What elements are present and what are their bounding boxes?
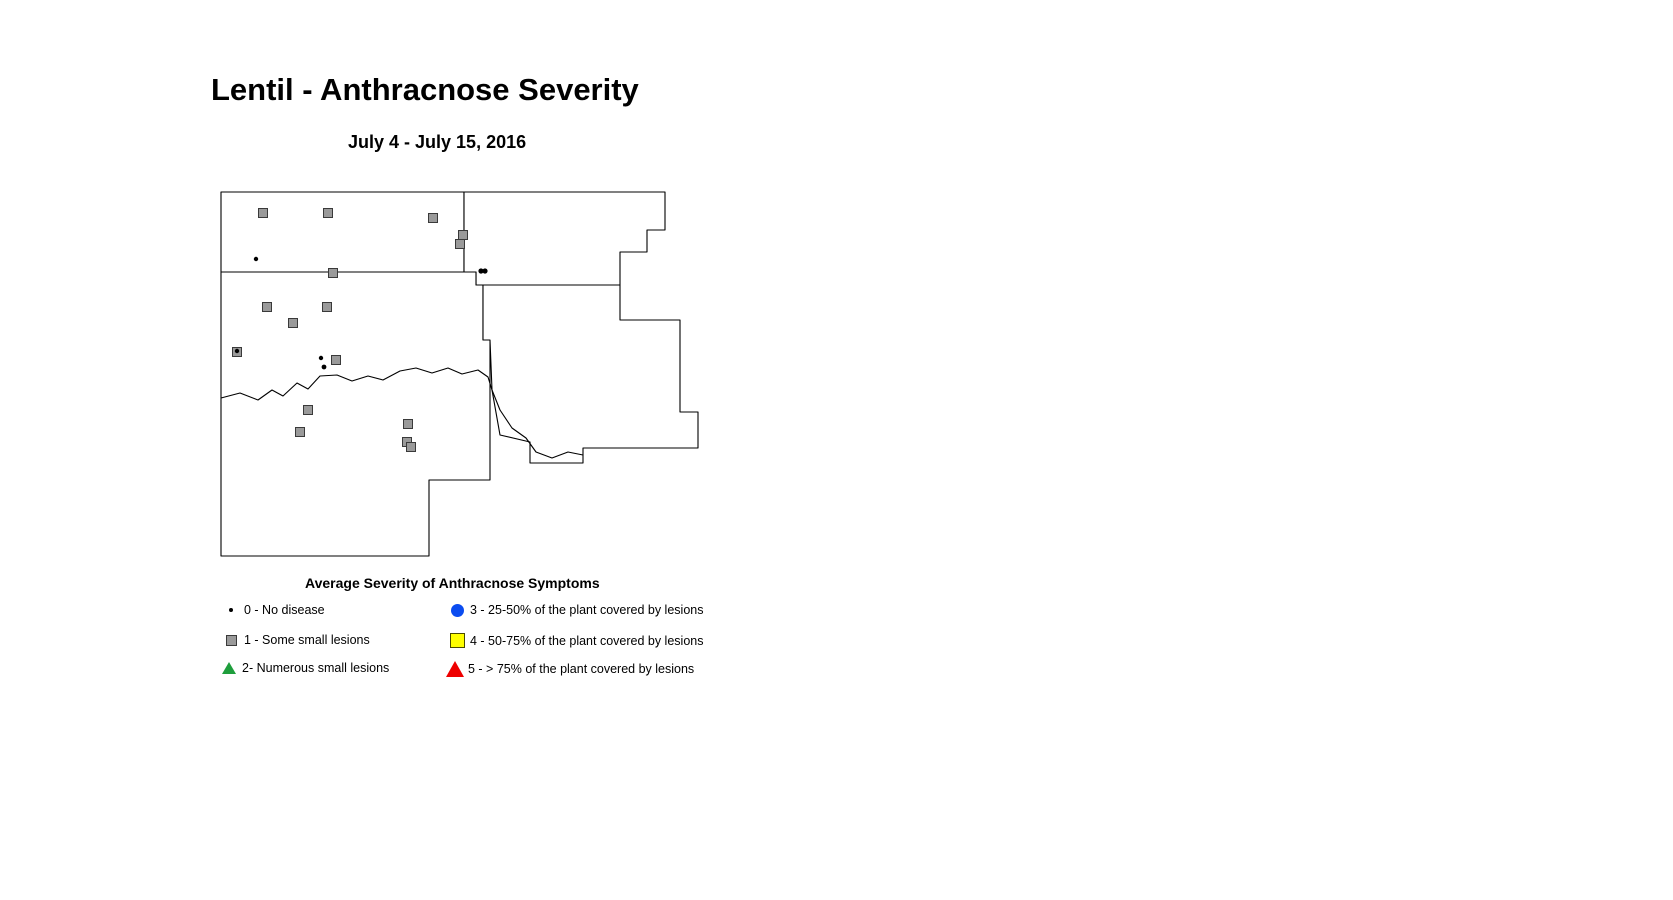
- region-map: [200, 180, 740, 580]
- dot-black-icon: [218, 608, 244, 612]
- legend-label-sev-0: 0 - No disease: [244, 603, 325, 617]
- legend-item-sev-1[interactable]: [218, 633, 370, 647]
- map-canvas[interactable]: [200, 180, 740, 580]
- legend-item-sev-4[interactable]: [444, 633, 703, 648]
- legend-label-sev-3: 3 - 25-50% of the plant covered by lesions: [470, 603, 704, 617]
- page-subtitle: July 4 - July 15, 2016: [348, 132, 527, 152]
- square-yellow-icon: [444, 633, 470, 648]
- legend-item-sev-3[interactable]: [444, 603, 703, 617]
- circle-blue-icon: [444, 604, 470, 617]
- square-grey-icon: [218, 635, 244, 646]
- legend-item-sev-0[interactable]: [218, 603, 325, 617]
- triangle-red-icon: [442, 661, 468, 677]
- triangle-green-icon: [216, 662, 242, 674]
- legend-label-sev-4: 4 - 50-75% of the plant covered by lesions: [470, 633, 704, 648]
- legend-label-sev-1: 1 - Some small lesions: [244, 633, 370, 647]
- legend-item-sev-5[interactable]: [442, 661, 694, 677]
- legend-item-sev-2[interactable]: [216, 661, 389, 675]
- legend-label-sev-5: 5 - > 75% of the plant covered by lesions: [468, 662, 695, 676]
- legend-title: Average Severity of Anthracnose Symptoms: [305, 575, 600, 591]
- page-title: Lentil - Anthracnose Severity: [211, 72, 639, 107]
- legend-label-sev-2: 2- Numerous small lesions: [242, 661, 390, 675]
